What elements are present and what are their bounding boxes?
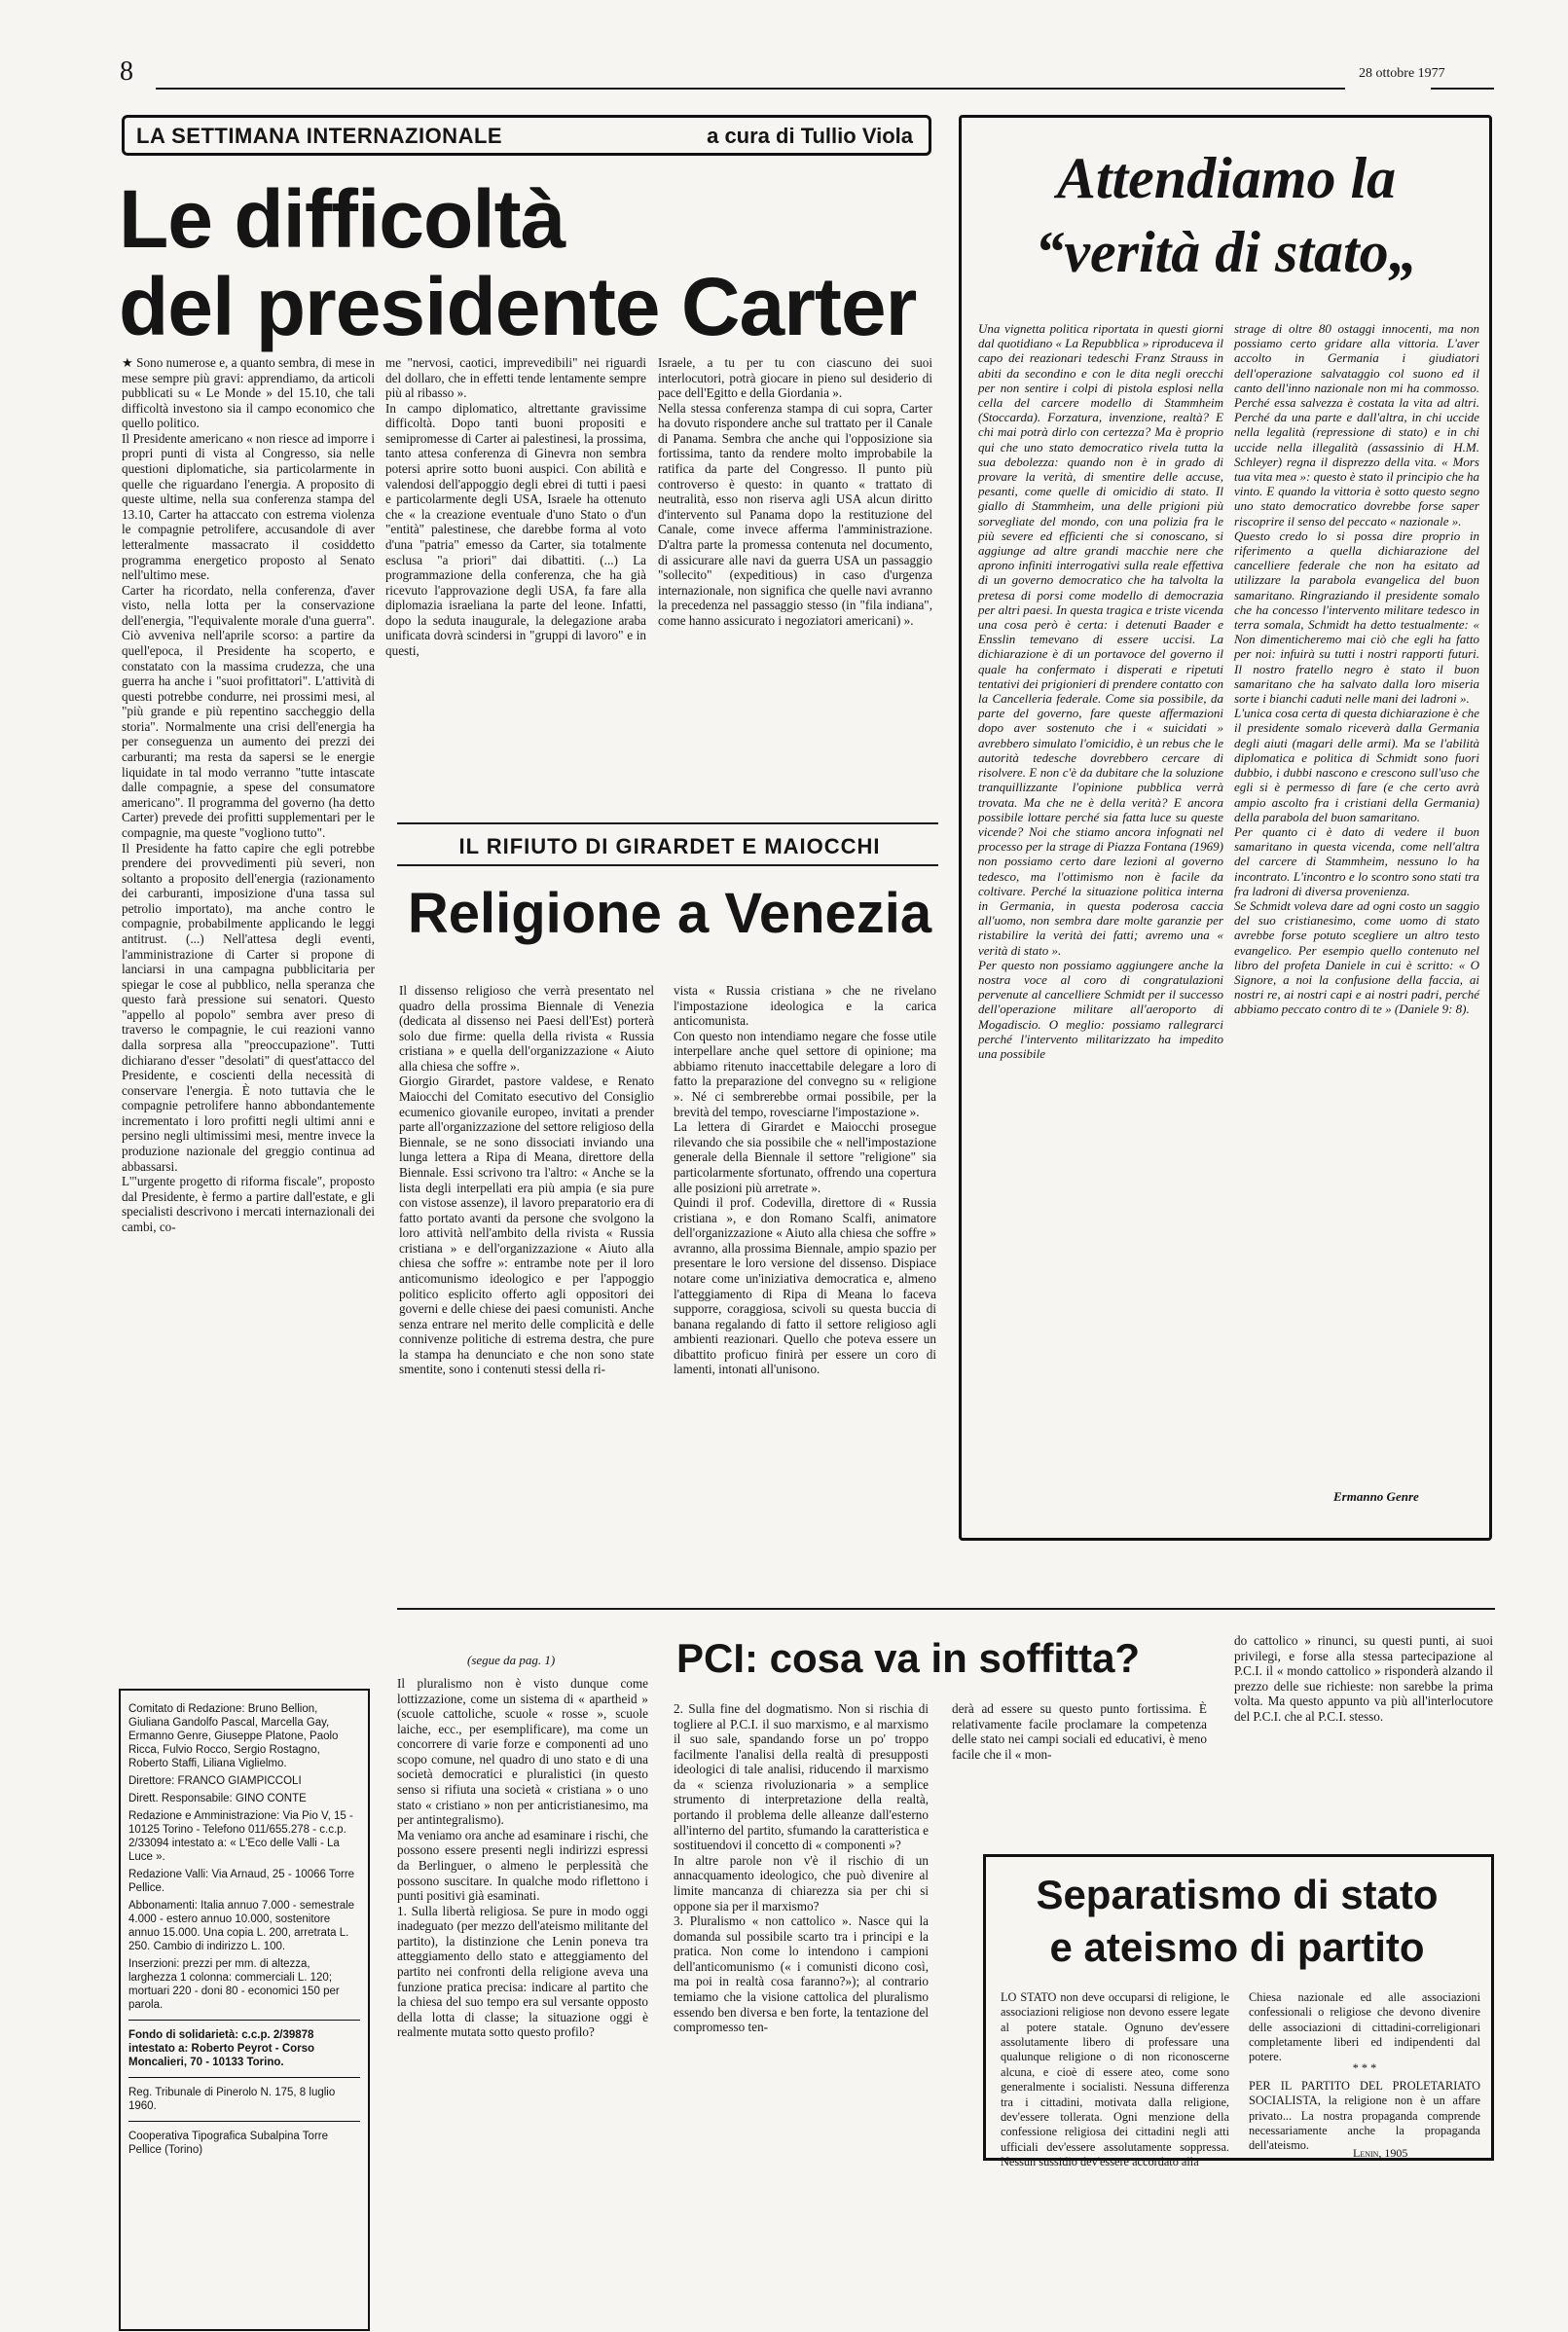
separatismo-column-2: Chiesa nazionale ed alle associazioni confessionali o religiose che devono divenire delle associazioni di cittadini-correligionari completamente liberi ed indipendenti dal potere. bbox=[1249, 1990, 1480, 2064]
credits-valli: Redazione Valli: Via Arnaud, 25 - 10066 Torre Pellice. bbox=[128, 1869, 355, 1895]
pci-continued-note: (segue da pag. 1) bbox=[467, 1653, 556, 1667]
credits-direttore: Direttore: FRANCO GIAMPICCOLI bbox=[128, 1775, 302, 1788]
venezia-column-1: Il dissenso religioso che verrà presentato nel quadro della prossima Biennale di Venezia (dedicata al dissenso nei Paesi dell'Est) porterà solo due firme: quella della rivista « Russia cristiana » e quella dell'organizzazione « Aiuto alla chiesa che soffre ». Giorgio Girardet, pastore valdese, e Renato Maiocchi del Comitato esecutivo del Consiglio ecumenico giovanile europeo, invitati a prender parte all'organizzazione del settore religioso della Biennale, se ne sono dissociati inviando una lunga lettera a Ripa di Meana, direttore della Biennale. Essi scrivono tra l'altro: « Anche se la lista degli interpellati era più ampia (e sia pure con vistose assenze), il lavoro preparatorio era di fatto portato avanti da persone che svolgono la loro attività nell'ambito della rivista « Russia cristiana » e dell'organizzazione « Aiuto alla chiesa che soffre »: entrambe note per il loro anticomunismo ideologico e per l'appoggio politico esplicito offerto agli oppositori dei governi e delle chiese dei paesi comunisti. Anche senza entrare nel merito delle complicità e delle connivenze politiche di estrema destra, che pure la stampa ha denunciato e che non sono state smentite, sono i contenuti stessi della ri- bbox=[399, 983, 654, 1377]
carter-column-2: me "nervosi, caotici, imprevedibili" nei riguardi del dollaro, che in effetti tende lentamente sempre più al ribasso ». In campo diplomatico, altrettante gravissime difficoltà. Dopo tanti buoni propositi e semipromesse di Carter ai palestinesi, la prossima, tanto attesa conferenza di Ginevra non sembra potersi aprire sotto buoni auspici. Con abilità e valendosi dell'appoggio degli ebrei di tutti i paesi e particolarmente degli USA, Israele ha ottenuto che « la creazione eventuale d'uno Stato o d'un "entità" palestinese, che darebbe forma al voto d'una "patria" emesso da Carter, sia totalmente esclusa "a priori" dai dibattiti. (...) La programmazione della conferenza, che ha già ricevuto l'approvazione degli USA, fa fare alla diplomazia israeliana la parte del leone. Infatti, dopo la seduta inaugurale, la delegazione araba unificata dovrà scindersi in "gruppi di lavoro" e in questi, bbox=[385, 355, 646, 658]
separatismo-headline: Separatismo di stato e ateismo di partito bbox=[1036, 1872, 1439, 1970]
separatismo-signature: Lenin, 1905 bbox=[1353, 2146, 1408, 2160]
header-rule-right bbox=[1431, 88, 1494, 90]
credits-box bbox=[119, 1689, 370, 2331]
credits-amministrazione: Redazione e Amministrazione: Via Pio V, 15 - 10125 Torino - Telefono 011/655.278 - c.c.p. 2/33094 intestato a: « L'Eco delle Valli - La Luce ». bbox=[128, 1810, 353, 1864]
credits-divider-2 bbox=[128, 2077, 360, 2078]
credits-redazione: Comitato di Redazione: Bruno Bellion, Giuliana Gandolfo Pascal, Marcella Gay, Ermanno Genre, Giuseppe Platone, Paolo Ricca, Fulvio Rocco, Sergio Rostagno, Roberto Staffi, Liliana Viglielmo. bbox=[128, 1703, 339, 1770]
lower-section-rule bbox=[397, 1608, 1495, 1610]
venezia-top-rule bbox=[397, 822, 938, 824]
carter-column-1: ★ Sono numerose e, a quanto sembra, di mese in mese sempre più gravi: apprendiamo, da articoli pubblicati su « Le Monde » del 15.10, che tali difficoltà investono sia il campo economico che quello politico. Il Presidente americano « non riesce ad imporre i propri punti di vista al Congresso, sia nelle questioni diplomatiche, sia particolarmente in quelle che riguardano l'energia. A proposito di queste ultime, nella sua conferenza stampa del 13.10, Carter ha attaccato con estrema violenza le compagnie petrolifere, accusandole di aver letteralmente massacrato il cosiddetto programma energetico proposto al Senato nell'ultimo mese. Carter ha ricordato, nella conferenza, d'aver visto, nella lotta per la conservazione dell'energia, "l'equivalente morale d'una guerra". Ciò avveniva nell'aprile scorso: a partire da quell'epoca, il Presidente ha scoperto, e constatato con la massima crudezza, che una guerra ha anche i "suoi profittatori". L'attività di questi potrebbe condurre, nei prossimi mesi, al "più grande e più repentino saccheggio della storia". Normalmente una crisi dell'energia ha per conseguenza un aumento dei prezzi dei carburanti; ma resta da sapersi se le energie liquidate in tal modo verranno "tutte intascate dalle compagnie, a spese del consumatore americano". Il programma del governo (ha detto Carter) prevede dei profitti supplementari per le compagnie, ma queste "vogliono tutto". Il Presidente ha fatto capire che egli potrebbe prendere dei provvedimenti più severi, non soltanto a proposito dell'energia (razionamento dei carburanti, imposizione d'una tassa sul petrolio importato), ma anche contro le compagnie, probabilmente applicando le leggi antitrust. (...) Nell'attesa degli eventi, l'amministrazione di Carter si propone di lanciarsi in una campagna pubblicitaria per spiegar le cose al pubblico, nella speranza che questo farà pressione sui senatori. Questo "appello al popolo" sembra aver preso di traverso le compagnie, le cui reazioni vanno dalla sorpresa alla "preoccupazione". Tutti dichiarano d'esser "desolati" di quest'attacco del Presidente, e coscienti della necessità di conservare l'energia. È noto tuttavia che le compagnie petrolifere hanno abbondantemente incrementato i loro profitti negli ultimi anni e persino negli ultimissimi mesi, mentre invece la produzione nazionale del greggio continua ad abbassarsi. L'"urgente progetto di riforma fiscale", proposto dal Presidente, è fermo a partire dall'estate, e gli specialisti descrivono i mercati internazionali dei cambi, co- bbox=[122, 355, 375, 1234]
separatismo-stars: * * * bbox=[1352, 2061, 1377, 2075]
venezia-headline: Religione a Venezia bbox=[407, 882, 932, 945]
credits-divider bbox=[128, 2020, 360, 2021]
credits-fondo: Fondo di solidarietà: c.c.p. 2/39878 intestato a: Roberto Peyrot - Corso Moncalieri, 70 - 10133 Torino. bbox=[128, 2029, 315, 2069]
credits-tipografia: Cooperativa Tipografica Subalpina Torre Pellice (Torino) bbox=[128, 2131, 328, 2157]
section-banner bbox=[122, 115, 931, 156]
attendiamo-column-1: Una vignetta politica riportata in questi giorni dal quotidiano « La Repubblica » riproduceva il capo dei reazionari tedeschi Franz Strauss in abiti da secondino e con le dita negli orecchi per non sentire i colpi di pistola esplosi nella cella del carcere modello di Stammheim (Stoccarda). Forzatura, invenzione, realtà? E chi mai potrà dirlo con certezza? Ma è proprio qui che uno stato democratico rivela tutta la sua debolezza: quando non è in grado di provare la verità, di smentire delle accuse, pesanti, come quelle di omicidio di stato. Il giallo di Stammheim, una delle prigioni più sorvegliate del mondo, con una polizia fra le più severe ed efficienti che si conoscano, si aggiunge ad altre grandi macchie nere che aprono infiniti interrogativi sulla reale effettiva di un governo democratico che ha talvolta la pretesa di porsi come modello di democrazia per altri paesi. In questa tragica e triste vicenda una cosa però è certa: i detenuti Baader e Ensslin temevano di essere uccisi. La dichiarazione è di un portavoce del governo il quale ha confermato i disperati e ripetuti tentativi dei prigionieri di prendere contatto con la Cancelleria federale. Come sia possibile, da parte del governo, fare queste affermazioni dopo aver sostenuto che i « suicidati » avrebbero simulato l'omicidio, è un rebus che le autorità tedesche dovrebbero cercare di risolvere. E non c'è da dubitare che la soluzione tranquillizzante l'opinione pubblica verrà trovata. Ma che ne è della verità? E ancora possibile lottare perché sia fatta luce su queste vicende? Noi che stiamo ancora infognati nel processo per la strage di Piazza Fontana (1969) non possiamo certo dare lezioni al governo tedesco, ma l'ottimismo non è facile da coltivare. Perché la situazione politica interna in Germania, in questa poderosa caccia all'uomo, non sembra dare molte garanzie per ristabilire la verità dei fatti; avremo una « verità di stato ». Per questo non possiamo aggiungere anche la nostra voce al coro di congratulazioni pervenute al cancelliere Schmidt per il successo dell'operazione militare all'aeroporto di Mogadiscio. O meglio: possiamo rallegrarci perché l'intervento militarizzato ha impedito una possibile bbox=[978, 321, 1223, 1061]
credits-divider-3 bbox=[128, 2121, 360, 2122]
section-title: LA SETTIMANA INTERNAZIONALE bbox=[136, 124, 503, 148]
credits-inserzioni: Inserzioni: prezzi per mm. di altezza, larghezza 1 colonna: commerciali L. 120; mortuari 220 - doni 80 - economici 150 per parola. bbox=[128, 1958, 340, 2012]
attendiamo-signature: Ermanno Genre bbox=[1333, 1489, 1419, 1504]
credits-responsabile: Dirett. Responsabile: GINO CONTE bbox=[128, 1793, 307, 1805]
pci-column-4: do cattolico » rinunci, su questi punti, ai suoi privilegi, e forse alla stessa partecipazione al P.C.I. il « mondo cattolico » risponderà alzando il prezzo delle sue richieste: non sarebbe la prima volta. Ma questo appunto va più all'interlocutore del P.C.I. che al P.C.I. stesso. bbox=[1234, 1633, 1493, 1724]
credits-tribunale: Reg. Tribunale di Pinerolo N. 175, 8 luglio 1960. bbox=[128, 2087, 336, 2113]
separatismo-column-2b: PER IL PARTITO DEL PROLETARIATO SOCIALISTA, la religione non è un affare privato... La nostra propaganda comprende necessariamente anche la propaganda dell'ateismo. bbox=[1249, 2079, 1480, 2153]
carter-column-3: Israele, a tu per tu con ciascuno dei suoi interlocutori, potrà giocare in pieno sul desiderio di pace dell'Egitto e della Giordania ». Nella stessa conferenza stampa di cui sopra, Carter ha dovuto rispondere anche sul trattato per il Canale di Panama. Sembra che anche qui l'opposizione sia fortissima, tanto da rendere molto improbabile la ratifica da parte del Congresso. Il punto più controverso è questo: in quanto « trattato di neutralità, esso non riserva agli USA alcun diritto d'intervento sul Panama dopo la restituzione del Canale, come invece afferma l'amministrazione. D'altra parte la promessa contenuta nel documento, di assicurare alle navi da guerra USA un passaggio "sollecito" (expeditious) in caso d'urgenza internazionale, non significa che quelle navi avranno la precedenza nel passaggio stesso (in "fila indiana", come hanno assicurato i negoziatori americani) ». bbox=[658, 355, 932, 628]
pci-column-3: derà ad essere su questo punto fortissima. È relativamente facile proclamare la competenza delle stato nei campi sociali ed educativi, è meno facile che il « mon- bbox=[952, 1701, 1207, 1762]
section-curator: a cura di Tullio Viola bbox=[707, 124, 913, 148]
attendiamo-column-2: strage di oltre 80 ostaggi innocenti, ma non possiamo certo gridare alla vittoria. L'aver accolto in Germania i giudiatori dell'operazione salvataggio col suono ed il canto dell'inno nazionale non mi ha commosso. Perché essa salvezza è costata la vita ad altri. Perché da una parte e dall'altra, in chi uccide nella legalità (repressione di stato) e in chi uccide nella illegalità (assassinio di H.M. Schleyer) regna il disprezzo della vita. « Mors tua vita mea »: questo è stato il principio che ha vinto. E quando la vittoria è sotto questo segno uno stato democratico dovrebbe forse saper riscoprire il senso del peccato « nazionale ». Questo credo lo si possa dire proprio in riferimento a quella dichiarazione del cancelliere federale che non ha esitato ad utilizzare la parabola evangelica del buon samaritano. Ringraziando il presidente somalo che ha concesso l'intervento militare tedesco in terra somala, Schmidt ha detto testualmente: « Non dimenticheremo mai ciò che egli ha fatto per noi: infuirà su tutti i nostri rapporti futuri. Il nostro fratello negro è stato il buon samaritano che ha salvato dalla loro miseria sorte i bianchi caduti nelle mani dei ladroni ». L'unica cosa certa di questa dichiarazione è che il presidente somalo riceverà dalla Germania degli aiuti (magari delle armi). Ma se l'abilità diplomatica e politica di Schmidt sono fuori dubbio, i dubbi nascono e crescono sull'uso che egli si è permesso di fare (e che certo avrà ampio ascolto fra i cristiani della Germania) della parabola del buon samaritano. Per quanto ci è dato di vedere il buon samaritano in questa vicenda, come nell'altra del carcere di Stammheim, nessuno lo ha incontrato. L'incontro e lo scontro sono stati tra fra ladroni di diversa provenienza. Se Schmidt voleva dare ad ogni costo un saggio del suo cristianesimo, come uomo di stato avrebbe forse potuto scegliere un altro testo evangelico. Per esempio quello contenuto nel libro del profeta Daniele in cui è scritto: « O Signore, a noi la confusione della faccia, ai nostri re, ai nostri capi e ai nostri padri, perché abbiamo peccato contro di te » (Daniele 9: 8). bbox=[1234, 321, 1480, 1017]
page-number: 8 bbox=[120, 56, 133, 87]
venezia-column-2: vista « Russia cristiana » che ne rivelano l'impostazione ideologica e la carica anticomunista. Con questo non intendiamo negare che fosse utile interpellare anche quel settore di opinione; ma abbiamo ritenuto inaccettabile delegare a loro di fatto la preparazione del convegno su « religione ». Né ci sembrerebbe ormai possibile, per la brevità del tempo, rovesciarne l'impostazione ». La lettera di Girardet e Maiocchi prosegue rilevando che sia possibile che « nell'impostazione generale della Biennale il settore "religione" sia particolarmente sfortunato, offrendo una copertura alle posizioni più arretrate ». Quindi il prof. Codevilla, direttore di « Russia cristiana », e don Romano Scalfi, animatore dell'organizzazione « Aiuto alla chiesa che soffre » avranno, alla prossima Biennale, ampio spazio per presentare le loro versione del dissenso. Dispiace notare come un'iniziativa democratica e, almeno l'atteggiamento di Ripa di Meana lo faceva supporre, coraggiosa, scivoli su questa buccia di banana regalando di fatto il settore religioso agli ambienti reazionari. Quello che poteva essere un dibattito proficuo finirà per essere un coro di lamenti, intonati all'unisono. bbox=[674, 983, 936, 1377]
separatismo-column-1: LO STATO non deve occuparsi di religione, le associazioni religiose non devono essere legate al potere statale. Ognuno dev'essere assolutamente libero di professare una qualunque religione o di non riconoscerne alcuna, e cioè di essere ateo, come sono generalmente i socialisti. Nessuna differenza tra i cittadini, motivata dalla religione, dev'essere tollerata. Ogni menzione della confessione religiosa dei cittadini negli atti ufficiali dev'essere assolutamente soppressa. Nessun sussidio dev'essere accordato alla bbox=[1001, 1990, 1229, 2168]
carter-headline: Le difficoltà del presidente Carter bbox=[119, 173, 917, 352]
pci-column-1: Il pluralismo non è visto dunque come lottizzazione, come un sistema di « apartheid » (scuole cattoliche, scuole « rosse », scuole laiche, ecc., per esemplificare), ma come un concorrere di varie forze e componenti ad uno scopo comune, nel quadro di uno stato e di una società democratici e pluralistici (in questo senso si rifiuta una società « cristiana » o uno stato « cristiano » non per anticristianesimo, ma per antintegralismo). Ma veniamo ora anche ad esaminare i rischi, che possono essere presenti negli indirizzi espressi da Berlinguer, o almeno le perplessità che possono suscitare. In qualche modo riflettono i punti positivi già esaminati. 1. Sulla libertà religiosa. Se pure in modo oggi inadeguato (per mezzo dell'ateismo militante del partito), la distinzione che Lenin poneva tra atteggiamento dello stato e atteggiamento del partito nei confronti della religione aveva una funzione pratica precisa: indicare al partito che la chiesa del suo tempo era sul versante opposto della lotta di classe; la situazione oggi è realmente mutata sotto questo profilo? bbox=[397, 1676, 648, 2040]
header-rule bbox=[156, 88, 1345, 90]
pci-headline: PCI: cosa va in soffitta? bbox=[676, 1635, 1141, 1681]
venezia-kicker-rule bbox=[397, 864, 938, 866]
credits-abbonamenti: Abbonamenti: Italia annuo 7.000 - semestrale 4.000 - estero annuo 10.000, sostenitore annuo 15.000. Una copia L. 200, arretrata L. 250. Cambio di indirizzo L. 100. bbox=[128, 1900, 355, 1953]
issue-date: 28 ottobre 1977 bbox=[1359, 66, 1445, 81]
venezia-kicker: IL RIFIUTO DI GIRARDET E MAIOCCHI bbox=[458, 834, 881, 858]
pci-column-2: 2. Sulla fine del dogmatismo. Non si rischia di togliere al P.C.I. il suo marxismo, e al marxismo il suo sale, spandando forse un po' troppo facilmente l'analisi della realtà di presupposti ideologici di tale analisi, riducendo il marxismo da « scienza rivoluzionaria » a semplice strumento di interpretazione della realtà, portando il problema delle alleanze dall'esterno all'interno del partito, sfumando la caratteristica e sostituendovi il concetto di « componenti »? In altre parole non v'è il rischio di un annacquamento ideologico, che può divenire al limite mancanza di chiarezza sia per chi si oppone sia per il marxismo? 3. Pluralismo « non cattolico ». Nasce qui la domanda sul possibile scarto tra i principi e la pratica. Non come lo intendono i campioni dell'anticomunismo (« i comunisti dicono così, ma poi in realtà cosa faranno?»); al contrario temiamo che la visione cattolica del pluralismo essendo ben diversa e ben forte, la tentazione del compromesso ten- bbox=[674, 1701, 929, 2035]
attendiamo-headline: Attendiamo la “verità di stato„ bbox=[1035, 146, 1418, 284]
